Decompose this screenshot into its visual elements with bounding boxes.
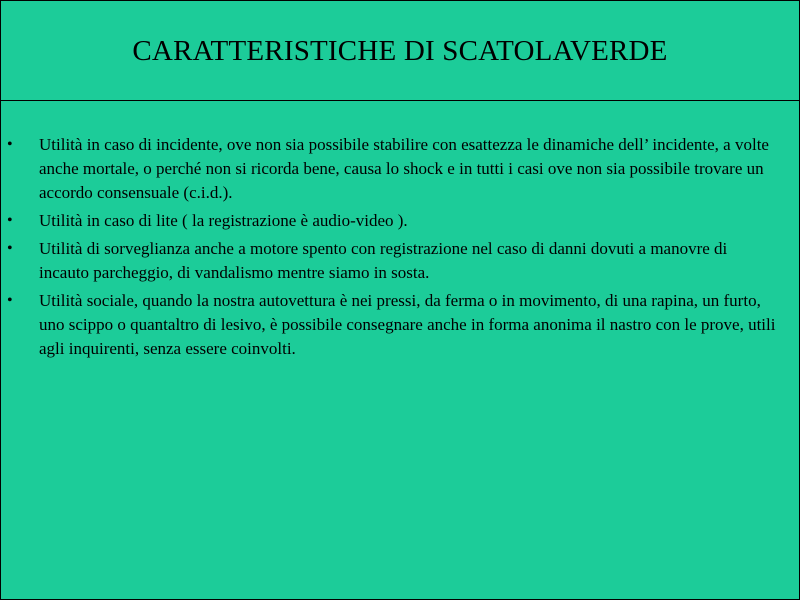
bullet-icon: • [7,212,13,229]
bullet-list [1,133,799,361]
bullet-text: Utilità in caso di lite ( la registrazione è audio-video ). [39,211,408,230]
bullet-icon: • [7,240,13,257]
bullet-item [1,237,799,285]
bullet-text: Utilità in caso di incidente, ove non sia possibile stabilire con esattezza le dinamiche dell’ incidente, a volte anche mortale, o perché non si ricorda bene, causa lo shock e in tutti i casi ove non sia possibile trovare un accordo consensuale (c.i.d.). [39,135,769,202]
bullet-text: Utilità di sorveglianza anche a motore spento con registrazione nel caso di danni dovuti a manovre di incauto parcheggio, di vandalismo mentre siamo in sosta. [39,239,728,282]
bullet-text: Utilità sociale, quando la nostra autovettura è nei pressi, da ferma o in movimento, di una rapina, un furto, uno scippo o quantaltro di lesivo, è possibile consegnare anche in forma anonima il nastro con le prove, utili agli inquirenti, senza essere coinvolti. [39,291,776,358]
slide-content [1,133,799,365]
bullet-item [1,289,799,361]
bullet-item [1,209,799,233]
bullet-icon: • [7,136,13,153]
bullet-item [1,133,799,205]
bullet-icon: • [7,292,13,309]
title-bar [1,1,799,101]
slide-title: CARATTERISTICHE DI SCATOLAVERDE [132,35,668,67]
